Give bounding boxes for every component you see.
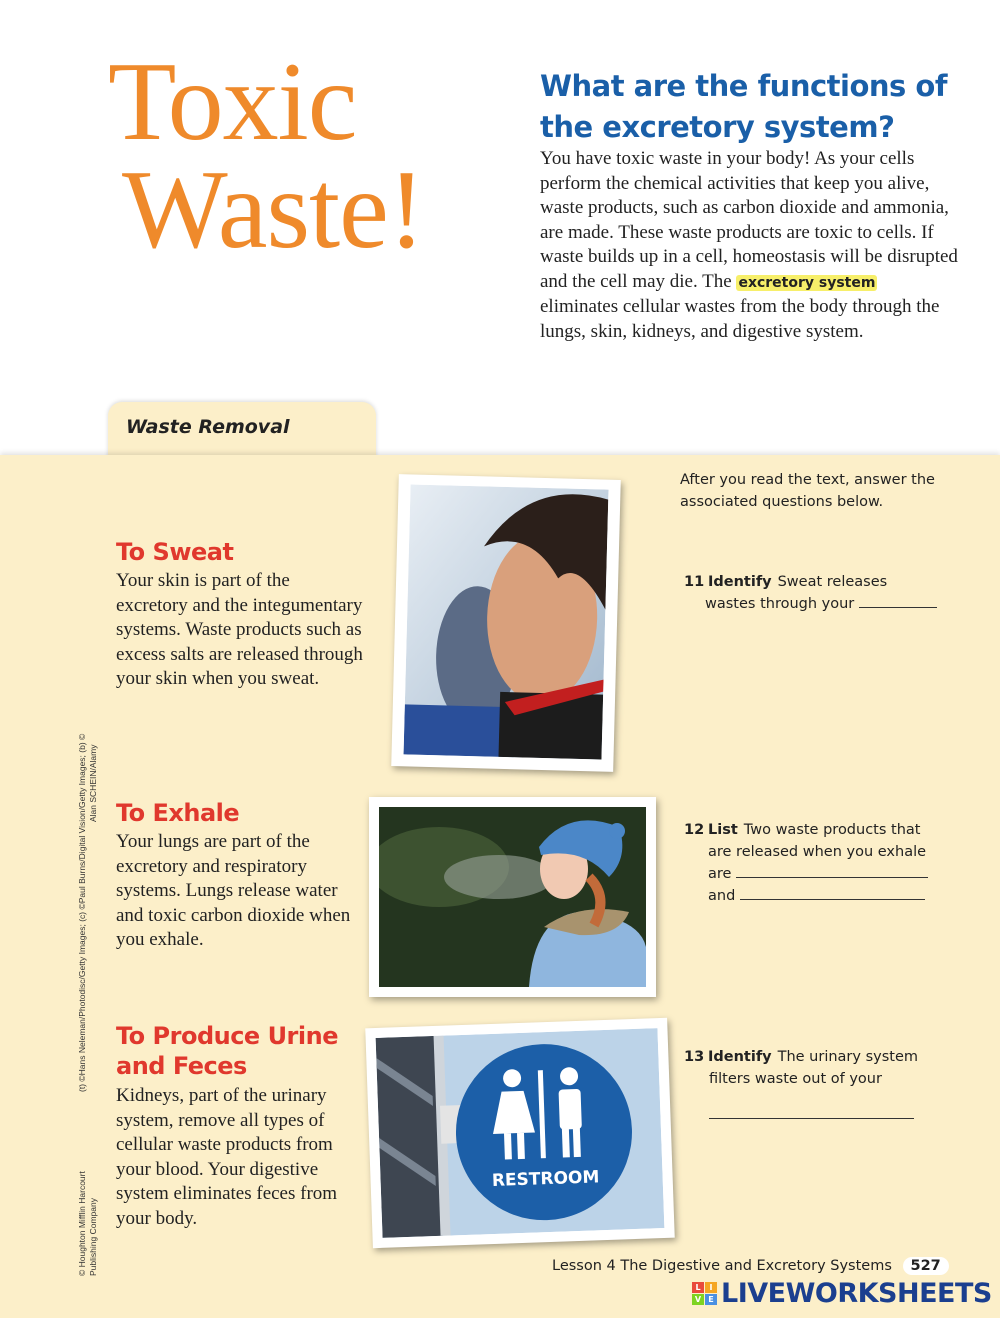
body-exhale: Your lungs are part of the excretory and respiratory systems. Lungs release water and toxic carbon dioxide when you exhale. bbox=[116, 831, 351, 950]
question-text: and bbox=[708, 888, 736, 904]
question-11 bbox=[684, 571, 964, 615]
logo-letter: V bbox=[692, 1294, 704, 1305]
heading-line2: and Feces bbox=[116, 1052, 247, 1080]
sweating-runner-image bbox=[404, 484, 609, 759]
answer-blank-13[interactable] bbox=[709, 1104, 914, 1119]
credit-line2: Alan SCHEIN/Alamy bbox=[88, 744, 98, 822]
question-13 bbox=[684, 1046, 964, 1126]
question-text: filters waste out of your bbox=[709, 1071, 882, 1087]
question-number: 11 bbox=[684, 574, 705, 590]
question-text: The urinary system bbox=[777, 1049, 918, 1065]
heading-line1: To Produce Urine bbox=[116, 1022, 338, 1050]
question-text: are bbox=[708, 866, 732, 882]
publisher-line1: © Houghton Mifflin Harcourt bbox=[77, 1171, 87, 1276]
answer-blank-12b[interactable] bbox=[740, 885, 925, 900]
instructions: After you read the text, answer the associated questions below. bbox=[680, 472, 935, 510]
question-text: wastes through your bbox=[705, 596, 855, 612]
logo-letter: L bbox=[692, 1282, 704, 1293]
exhaling-girl-image bbox=[379, 807, 646, 987]
question-12 bbox=[684, 819, 964, 907]
question-verb: Identify bbox=[708, 1049, 772, 1065]
brand-name: LIVEWORKSHEETS bbox=[721, 1278, 992, 1309]
restroom-sign-text: RESTROOM bbox=[491, 1167, 600, 1192]
intro-text-after: eliminates cellular wastes from the body through the lungs, skin, kidneys, and digestive system. bbox=[540, 296, 940, 342]
answer-blank-12a[interactable] bbox=[736, 863, 928, 878]
footer-text: Lesson 4 The Digestive and Excretory Systems bbox=[552, 1258, 892, 1274]
tab-label: Waste Removal bbox=[126, 416, 290, 438]
restroom-sign-image bbox=[376, 1028, 665, 1238]
publisher-line2: Publishing Company bbox=[88, 1198, 98, 1276]
question-verb: Identify bbox=[708, 574, 772, 590]
question-text: are released when you exhale bbox=[708, 844, 927, 860]
body-sweat: Your skin is part of the excretory and the integumentary systems. Waste products such as excess salts are released through your skin when you sweat. bbox=[116, 570, 363, 689]
highlighted-term: excretory system bbox=[738, 274, 876, 291]
question-text: Two waste products that bbox=[743, 822, 921, 838]
photo-exhale bbox=[369, 797, 656, 997]
logo-letter: I bbox=[705, 1282, 717, 1293]
page-number: 527 bbox=[903, 1257, 949, 1275]
publisher-credit bbox=[77, 1171, 99, 1276]
title-line2: Waste! bbox=[122, 148, 425, 272]
title-line1: Toxic bbox=[108, 40, 357, 164]
photo-sweat bbox=[391, 474, 621, 772]
page-title bbox=[108, 40, 425, 272]
question-verb: List bbox=[708, 822, 738, 838]
logo-letter: E bbox=[705, 1294, 717, 1305]
heading-sweat: To Sweat bbox=[116, 538, 234, 566]
question-heading-line1: What are the functions of bbox=[540, 69, 947, 103]
question-text: Sweat releases bbox=[777, 574, 888, 590]
question-heading bbox=[540, 66, 960, 148]
body-urine-feces: Kidneys, part of the urinary system, remove all types of cellular waste products from your blood. Your digestive system eliminates feces from your body. bbox=[116, 1085, 338, 1229]
question-heading-line2: the excretory system? bbox=[540, 110, 895, 144]
brand-logo-icon bbox=[692, 1282, 717, 1305]
page-footer bbox=[552, 1257, 949, 1275]
heading-exhale: To Exhale bbox=[116, 799, 240, 827]
question-number: 13 bbox=[684, 1049, 705, 1065]
photo-credits bbox=[77, 734, 99, 1092]
answer-blank-11[interactable] bbox=[859, 593, 937, 608]
credit-line1: (t) ©Hans Neleman/Photodisc/Getty Images; (c) ©Paul Burns/Digital Vision/Getty Images; (b) © bbox=[77, 733, 87, 1092]
heading-urine-feces bbox=[116, 1021, 338, 1081]
photo-restroom bbox=[365, 1018, 674, 1248]
liveworksheets-brand[interactable] bbox=[692, 1278, 992, 1309]
intro-text-before: You have toxic waste in your body! As your cells perform the chemical activities that keep you alive, waste products, such as carbon dioxide and ammonia, are made. These waste products are toxic to cells. If waste builds up in a cell, homeostasis will be disrupted and the cell may die. The bbox=[540, 148, 958, 292]
question-number: 12 bbox=[684, 822, 705, 838]
intro-paragraph bbox=[540, 147, 960, 344]
